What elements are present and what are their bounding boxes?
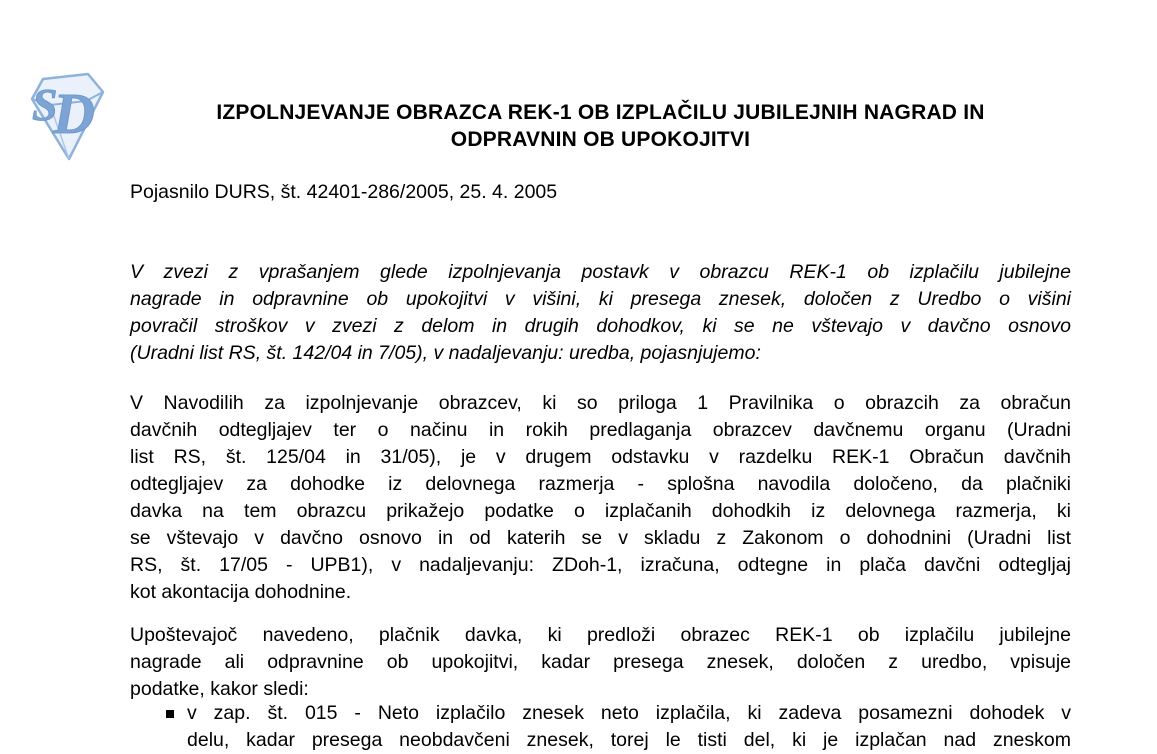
bullet-list xyxy=(130,700,1071,754)
svg-text:S: S xyxy=(32,79,58,130)
text-line: v zap. št. 015 - Neto izplačilo znesek neto izplačila, ki zadeva posamezni dohodek v xyxy=(187,702,1071,724)
text-line: davčnih odtegljajev ter o načinu in rokih predlaganja obrazcev davčnemu organu (Uradni xyxy=(130,419,1071,441)
document-title xyxy=(130,99,1071,153)
text-line: se vštevajo v davčno osnovo in od katerih se v skladu z Zakonom o dohodnini (Uradni list xyxy=(130,527,1071,549)
text-line: podatke, kakor sledi: xyxy=(130,678,309,700)
title-line-2: ODPRAVNIN OB UPOKOJITVI xyxy=(450,128,751,151)
text-line: RS, št. 17/05 - UPB1), v nadaljevanju: ZDoh-1, izračuna, odtegne in plača davčni odtegljaj xyxy=(130,554,1071,576)
paragraph-navodila xyxy=(130,390,1071,606)
text-line: (Uradni list RS, št. 142/04 in 7/05), v nadaljevanju: uredba, pojasnjujemo: xyxy=(130,342,761,364)
square-bullet-icon xyxy=(166,710,174,718)
text-line: kot akontacija dohodnine. xyxy=(130,581,352,603)
text-line: davka na tem obrazcu prikažejo podatke o izplačanih dohodkih iz delovnega razmerja, ki xyxy=(130,500,1071,522)
reference-line: Pojasnilo DURS, št. 42401-286/2005, 25. 4. 2005 xyxy=(130,181,558,203)
paragraph-intro-italic xyxy=(130,259,1071,367)
text-line: odtegljajev za dohodke iz delovnega razmerja - splošna navodila določeno, da plačniki xyxy=(130,473,1071,495)
svg-text:D: D xyxy=(53,81,95,146)
text-line: delu, kadar presega neobdavčeni znesek, torej le tisti del, ki je izplačan nad zneskom xyxy=(187,729,1071,751)
text-line: list RS, št. 125/04 in 31/05), je v drugem odstavku v razdelku REK-1 Obračun davčnih xyxy=(130,446,1071,468)
title-line-1: IZPOLNJEVANJE OBRAZCA REK-1 OB IZPLAČILU JUBILEJNIH NAGRAD IN xyxy=(216,101,985,124)
text-line: V zvezi z vprašanjem glede izpolnjevanja postavk v obrazcu REK-1 ob izplačilu jubilejne xyxy=(130,261,1071,283)
text-line: V Navodilih za izpolnjevanje obrazcev, ki so priloga 1 Pravilnika o obrazcih za obračun xyxy=(130,392,1071,414)
text-line: povračil stroškov v zvezi z delom in drugih dohodkov, ki se ne vštevajo v davčno osnovo xyxy=(130,315,1071,337)
sd-diamond-logo xyxy=(29,71,107,163)
diamond-gem-icon xyxy=(29,71,107,163)
text-line: nagrade in odpravnine ob upokojitvi v višini, ki presega znesek, določen z Uredbo o višini xyxy=(130,288,1071,310)
paragraph-upostevajoc xyxy=(130,622,1071,703)
list-item xyxy=(130,700,1071,754)
text-line: Upoštevajoč navedeno, plačnik davka, ki predloži obrazec REK-1 ob izplačilu jubilejne xyxy=(130,624,1071,646)
text-line: nagrade ali odpravnine ob upokojitvi, kadar presega znesek, določen z uredbo, vpisuje xyxy=(130,651,1071,673)
